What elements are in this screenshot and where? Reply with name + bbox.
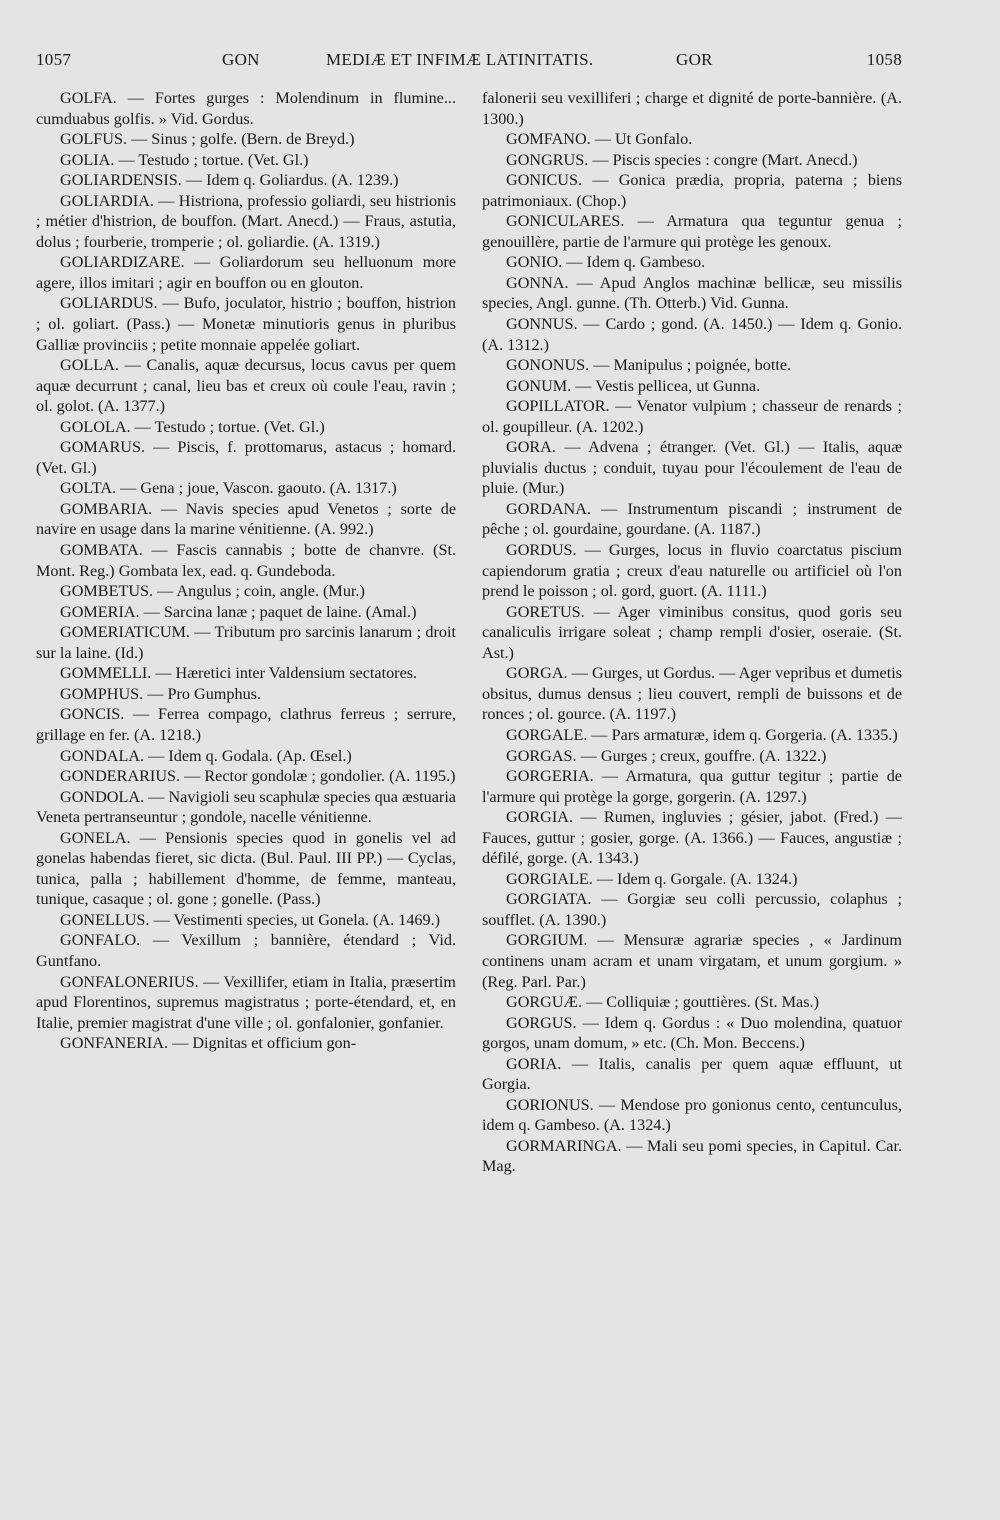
dictionary-entry: GOMFANO. — Ut Gonfalo. <box>506 130 693 149</box>
dictionary-entry: GONUM. — Vestis pellicea, ut Gunna. <box>506 376 761 395</box>
dictionary-entry: GORIONUS. — Mendose pro gonionus cento, centunculus, idem q. Gambeso. (A. 1324.) <box>482 1095 902 1135</box>
running-header <box>36 50 902 76</box>
dictionary-entry: GONFALO. — Vexillum ; bannière, étendard ; Vid. Guntfano. <box>36 931 456 970</box>
header-word-left: GON <box>222 50 260 69</box>
dictionary-entry: GOMMELLI. — Hæretici inter Valdensium sectatores. <box>60 664 418 683</box>
dictionary-entry: GONICULARES. — Armatura qua teguntur genua ; genouillère, partie de l'armure qui protège les genoux. <box>482 212 902 251</box>
dictionary-entry: GONDOLA. — Navigioli seu scaphulæ species qua æstuaria Veneta pertranseuntur ; gondole, nacelle vénitienne. <box>36 787 456 827</box>
dictionary-entry: GORGIA. — Rumen, ingluvies ; gésier, jabot. (Fred.) — Fauces, guttur ; gosier, gorge. (A. 1366.) — Fauces, angustiæ ; défilé, gorge. (A. 1343.) <box>482 808 902 868</box>
left-column <box>36 88 456 1054</box>
dictionary-entry: GOLIA. — Testudo ; tortue. (Vet. Gl.) <box>60 150 309 169</box>
dictionary-entry: GORGIUM. — Mensuræ agrariæ species , « Jardinum continens unam acram et unam virgatam, et unum gorgium. » (Reg. Parl. Par.) <box>482 931 902 991</box>
dictionary-entry: GORGA. — Gurges, ut Gordus. — Ager vepribus et dumetis obsitus, dumus densus ; lieu couvert, rempli de buissons et de ronces ; ol. gource. (A. 1197.) <box>482 664 902 724</box>
dictionary-entry: GOMERIA. — Sarcina lanæ ; paquet de laine. (Amal.) <box>60 602 417 621</box>
dictionary-entry: GONNUS. — Cardo ; gond. (A. 1450.) — Idem q. Gonio. (A. 1312.) <box>482 315 902 354</box>
dictionary-entry: GORGAS. — Gurges ; creux, gouffre. (A. 1322.) <box>506 746 827 765</box>
page-number-left: 1057 <box>36 50 72 69</box>
dictionary-entry: GOLIARDENSIS. — Idem q. Goliardus. (A. 1239.) <box>60 171 399 190</box>
dictionary-entry: GONIO. — Idem q. Gambeso. <box>506 253 706 272</box>
dictionary-entry: GONNA. — Apud Anglos machinæ bellicæ, seu missilis species, Angl. gunne. (Th. Otterb.) Vid. Gunna. <box>482 273 902 313</box>
dictionary-entry: GOPILLATOR. — Venator vulpium ; chasseur de renards ; ol. goupilleur. (A. 1202.) <box>482 397 902 436</box>
dictionary-entry: GOLFUS. — Sinus ; golfe. (Bern. de Breyd.) <box>60 130 355 149</box>
dictionary-entry: GORMARINGA. — Mali seu pomi species, in Capitul. Car. Mag. <box>482 1136 902 1176</box>
dictionary-entry: GORA. — Advena ; étranger. (Vet. Gl.) — Italis, aquæ pluvialis ductus ; conduit, tuyau pour l'écoulement de l'eau de pluie. (Mur.) <box>482 438 902 498</box>
dictionary-entry: GOLLA. — Canalis, aquæ decursus, locus cavus per quem aquæ decurrunt ; canal, lieu bas et creux où coule l'eau, ravin ; ol. golot. (A. 1377.) <box>36 356 456 416</box>
dictionary-entry: GORETUS. — Ager viminibus consitus, quod goris seu canaliculis irrigare soleat ; champ rempli d'osier, oseraie. (St. Ast.) <box>482 602 902 662</box>
dictionary-entry: GOLFA. — Fortes gurges : Molendinum in flumine... cumduabus golfis. » Vid. Gordus. <box>36 89 456 128</box>
dictionary-entry: GONFALONERIUS. — Vexillifer, etiam in Italia, præsertim apud Florentinos, supremus magistratus ; porte-étendard, et, en Italie, premier magistrat d'une ville ; ol. gonfalonier, gonfanier. <box>36 972 456 1032</box>
dictionary-entry: GONCIS. — Ferrea compago, clathrus ferreus ; serrure, grillage en fer. (A. 1218.) <box>36 705 456 744</box>
dictionary-entry: GOMBATA. — Fascis cannabis ; botte de chanvre. (St. Mont. Reg.) Gombata lex, ead. q. Gundeboda. <box>36 541 456 580</box>
dictionary-entry: GONELA. — Pensionis species quod in gonelis vel ad gonelas habendas fieret, sic dicta. (Bul. Paul. III PP.) — Cyclas, tunica, palla ; habillement d'homme, de femme, manteau, tunique, casaque ; ol. gone ; gonelle. (Pass.) <box>36 828 456 909</box>
dictionary-entry: GOMERIATICUM. — Tributum pro sarcinis lanarum ; droit sur la laine. (Id.) <box>36 623 456 662</box>
dictionary-entry: GOLTA. — Gena ; joue, Vascon. gaouto. (A. 1317.) <box>60 479 397 498</box>
dictionary-entry: GORGIALE. — Idem q. Gorgale. (A. 1324.) <box>506 869 798 888</box>
dictionary-entry: GOMBETUS. — Angulus ; coin, angle. (Mur.) <box>60 582 365 601</box>
header-word-right: GOR <box>676 50 713 69</box>
dictionary-entry: GONELLUS. — Vestimenti species, ut Gonela. (A. 1469.) <box>60 910 441 929</box>
dictionary-entry: GORGERIA. — Armatura, qua guttur tegitur ; partie de l'armure qui protège la gorge, gorgerin. (A. 1297.) <box>482 767 902 806</box>
dictionary-entry: GOLIARDIZARE. — Goliardorum seu helluonum more agere, illos imitari ; agir en bouffon ou en glouton. <box>36 253 456 292</box>
dictionary-entry: GOLOLA. — Testudo ; tortue. (Vet. Gl.) <box>60 417 325 436</box>
dictionary-entry: GOMPHUS. — Pro Gumphus. <box>60 684 262 703</box>
dictionary-entry: GORGUS. — Idem q. Gordus : « Duo molendina, quatuor gorgos, unam domum, » etc. (Ch. Mon. Beccens.) <box>482 1013 902 1053</box>
dictionary-entry: GONICUS. — Gonica prædia, propria, paterna ; biens patrimoniaux. (Chop.) <box>482 171 902 210</box>
dictionary-entry: falonerii seu vexilliferi ; charge et dignité de porte-bannière. (A. 1300.) <box>482 89 902 128</box>
dictionary-entry: GORGIATA. — Gorgiæ seu colli percussio, colaphus ; soufflet. (A. 1390.) <box>482 890 902 929</box>
header-title: MEDIÆ ET INFIMÆ LATINITATIS. <box>326 50 594 69</box>
dictionary-entry: GONDERARIUS. — Rector gondolæ ; gondolier. (A. 1195.) <box>60 767 456 786</box>
dictionary-entry: GONONUS. — Manipulus ; poignée, botte. <box>506 356 792 375</box>
dictionary-entry: GORIA. — Italis, canalis per quem aquæ effluunt, ut Gorgia. <box>482 1054 902 1094</box>
dictionary-entry: GOMARUS. — Piscis, f. prottomarus, astacus ; homard. (Vet. Gl.) <box>36 438 456 477</box>
dictionary-entry: GOMBARIA. — Navis species apud Venetos ; sorte de navire en usage dans la marine vénitienne. (A. 992.) <box>36 499 456 539</box>
dictionary-entry: GONDALA. — Idem q. Godala. (Ap. Œsel.) <box>60 746 352 765</box>
dictionary-entry: GORDUS. — Gurges, locus in fluvio coarctatus piscium capiendorum gratia ; creux d'eau naturelle ou artificiel où l'on prend le poisson ; ol. gord, guort. (A. 1111.) <box>482 541 902 601</box>
dictionary-entry: GONFANERIA. — Dignitas et officium gon- <box>60 1034 357 1053</box>
dictionary-entry: GONGRUS. — Piscis species : congre (Mart. Anecd.) <box>506 150 858 169</box>
dictionary-entry: GORGUÆ. — Colliquiæ ; gouttières. (St. Mas.) <box>506 993 819 1012</box>
dictionary-entry: GORDANA. — Instrumentum piscandi ; instrument de pêche ; ol. gourdaine, gourdane. (A. 1187.) <box>482 499 902 539</box>
dictionary-entry: GOLIARDUS. — Bufo, joculator, histrio ; bouffon, histrion ; ol. goliart. (Pass.) — Monetæ minutioris genus in pluribus Galliæ provinciis ; petite monnaie appelée goliart. <box>36 294 456 354</box>
dictionary-entry: GORGALE. — Pars armaturæ, idem q. Gorgeria. (A. 1335.) <box>506 725 898 744</box>
dictionary-entry: GOLIARDIA. — Histriona, professio goliardi, seu histrionis ; métier d'histrion, de bouffon. (Mart. Anecd.) — Fraus, astutia, dolus ; fourberie, tromperie ; ol. goliardie. (A. 1319.) <box>36 191 456 251</box>
right-column <box>482 88 902 1177</box>
page-number-right: 1058 <box>866 50 902 69</box>
